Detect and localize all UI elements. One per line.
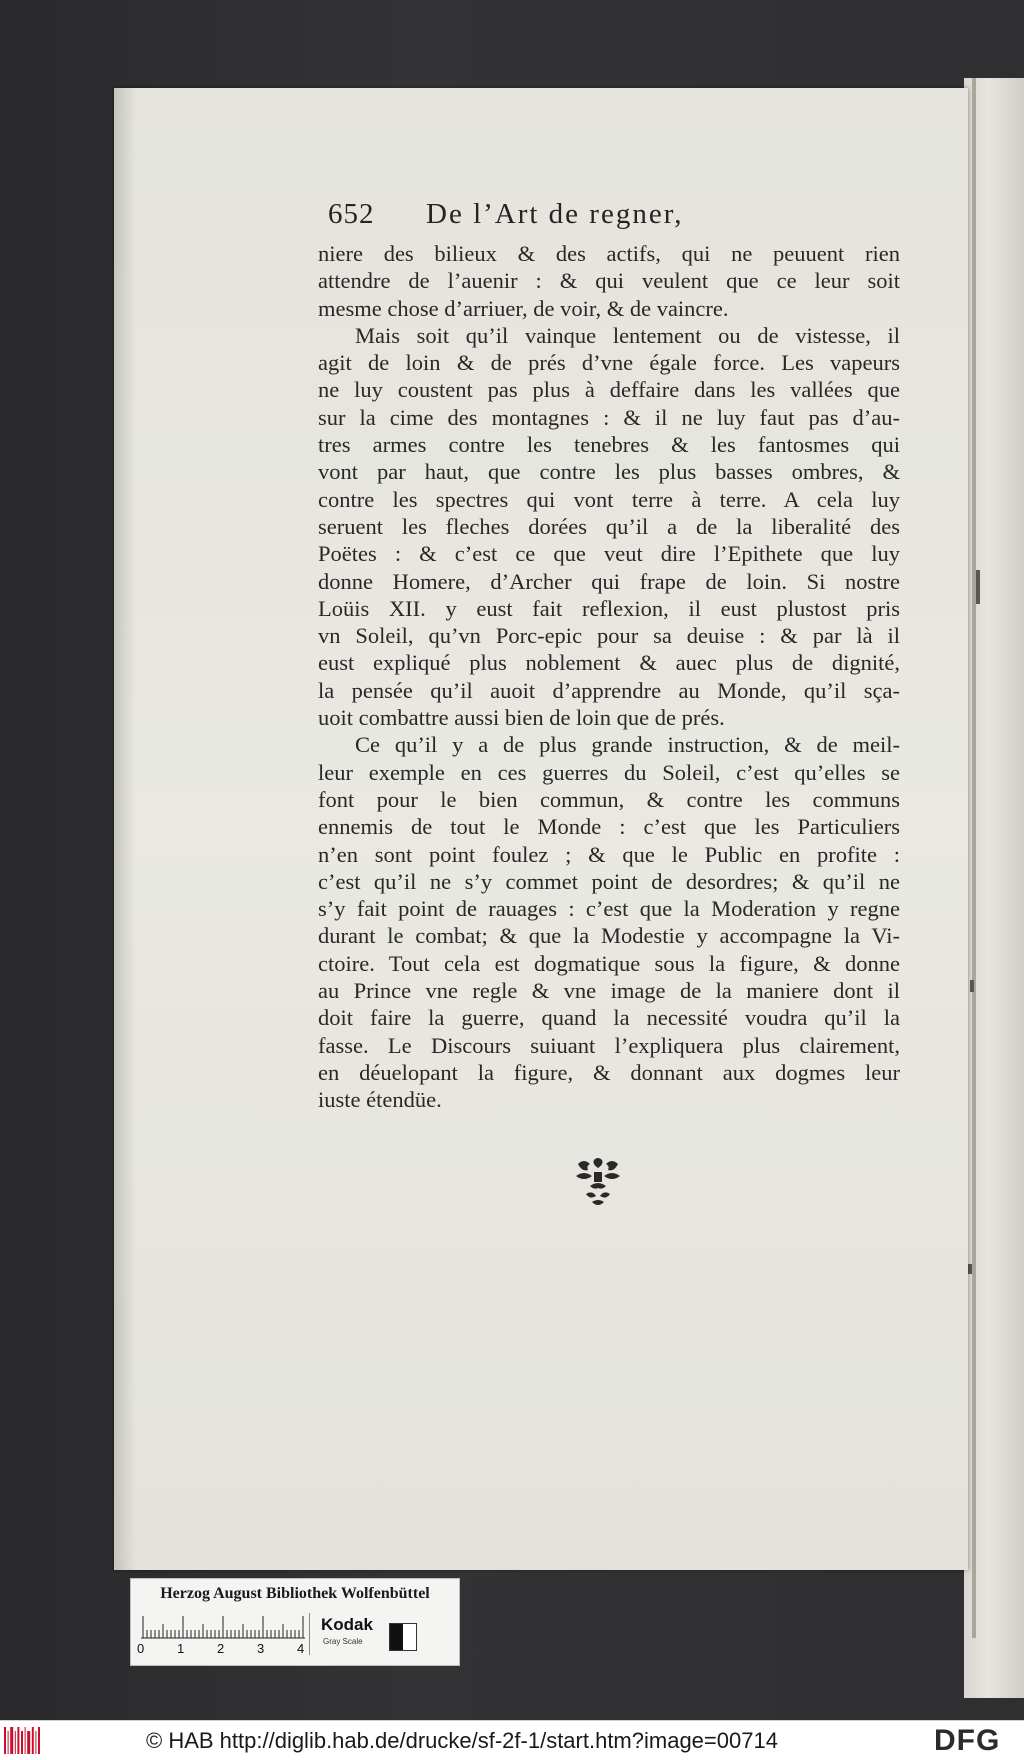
running-head (328, 198, 928, 240)
page-edge-shadow (972, 78, 976, 1638)
card-divider (309, 1613, 310, 1655)
text-line: tres armes contre les tenebres & les fantosmes qui (318, 432, 900, 458)
text-line: fasse. Le Discours suiuant l’expliquera plus clairement, (318, 1032, 900, 1058)
text-line: vn Soleil, qu’vn Porc-epic pour sa deuise : & par là il (318, 623, 900, 649)
text-line: Loüis XII. y eust fait reflexion, il eust plustost pris (318, 595, 900, 621)
text-line: n’en sont point foulez ; & que le Public en profite : (318, 841, 900, 867)
logo-bar (15, 1731, 16, 1754)
floral-ornament-icon (572, 1156, 624, 1210)
ruler-label: 4 (297, 1641, 305, 1656)
ruler-label: 1 (177, 1641, 185, 1656)
text-line: agit de loin & de prés d’vne égale force. Les vapeurs (318, 350, 900, 376)
logo-bar (27, 1731, 30, 1754)
text-line: donne Homere, d’Archer qui frape de loin. Si nostre (318, 568, 900, 594)
ruler-labels (135, 1641, 315, 1661)
text-line: Ce qu’il y a de plus grande instruction, & de meil- (355, 732, 900, 758)
dfg-logo: DFG (934, 1724, 1001, 1757)
logo-bar (21, 1731, 23, 1754)
text-line: en déuelopant la figure, & donnant aux dogmes leur (318, 1059, 900, 1085)
text-line: ennemis de tout le Monde : c’est que les Particuliers (318, 814, 900, 840)
text-line: ne luy coustent pas plus à deffaire dans les vallées que (318, 377, 900, 403)
page-edge-mark (976, 570, 980, 604)
logo-bar (4, 1727, 6, 1754)
text-line: Poëtes : & c’est ce que veut dire l’Epithete que luy (318, 541, 900, 567)
text-line: ctoire. Tout cela est dogmatique sous la figure, & donne (318, 950, 900, 976)
footer-bar (0, 1720, 1024, 1760)
text-line: sur la cime des montagnes : & il ne luy faut pas d’au- (318, 404, 900, 430)
ruler-label: 2 (217, 1641, 225, 1656)
text-line: iuste étendüe. (318, 1087, 442, 1113)
logo-bar (10, 1727, 13, 1754)
page-gutter-shadow (114, 88, 136, 1570)
page-edge-mark (968, 1264, 972, 1274)
logo-bar (17, 1727, 19, 1754)
text-line: uoit combattre aussi bien de loin que de prés. (318, 705, 725, 731)
text-line: contre les spectres qui vont terre à terre. A cela luy (318, 486, 900, 512)
text-line: s’y fait point de rauages : c’est que la Moderation y regne (318, 896, 900, 922)
logo-bar (32, 1727, 34, 1754)
text-line: doit faire la guerre, quand la necessité voudra qu’il la (318, 1005, 900, 1031)
text-line: Mais soit qu’il vainque lentement ou de vistesse, il (355, 322, 900, 348)
text-line: c’est qu’il ne s’y commet point de desordres; & qu’il ne (318, 868, 900, 894)
ruler-scale (141, 1613, 305, 1639)
gray-scale-swatch (389, 1623, 417, 1651)
gray-scale-label: Gray Scale (323, 1637, 363, 1646)
text-line: niere des bilieux & des actifs, qui ne peuuent rien (318, 241, 900, 266)
hab-barcode-logo-icon (4, 1727, 44, 1754)
logo-bar (35, 1731, 36, 1754)
running-head-title: De l’Art de regner, (426, 198, 684, 230)
ruler-label: 0 (137, 1641, 145, 1656)
page-number: 652 (328, 198, 375, 230)
logo-bar (25, 1727, 26, 1754)
text-line: leur exemple en ces guerres du Soleil, c’est qu’elles se (318, 759, 900, 785)
page-edge-mark (970, 980, 974, 992)
copyright-url[interactable]: © HAB http://diglib.hab.de/drucke/sf-2f-1/start.htm?image=00714 (146, 1728, 778, 1753)
ruler-label: 3 (257, 1641, 265, 1656)
text-line: attendre de l’auenir : & qui veulent que ce leur soit (318, 268, 900, 294)
body-text (318, 240, 900, 1114)
text-line: vont par haut, que contre les plus basses ombres, & (318, 459, 900, 485)
text-line: mesme chose d’arriuer, de voir, & de vaincre. (318, 295, 729, 321)
kodak-label: Kodak (321, 1615, 373, 1634)
text-line: eust expliqué plus noblement & auec plus de dignité, (318, 650, 900, 676)
color-calibration-card (130, 1578, 460, 1666)
text-line: au Prince vne regle & vne image de la maniere dont il (318, 978, 900, 1004)
text-line: la pensée qu’il auoit d’apprendre au Monde, qu’il sça- (318, 677, 900, 703)
text-line: seruent les fleches dorées qu’il a de la liberalité des (318, 513, 900, 539)
logo-bar (38, 1727, 40, 1754)
text-line: font pour le bien commun, & contre les communs (318, 786, 900, 812)
logo-bar (8, 1731, 9, 1754)
text-line: durant le combat; & que la Modestie y accompagne la Vi- (318, 923, 900, 949)
institution-name: Herzog August Bibliothek Wolfenbüttel (160, 1585, 430, 1602)
